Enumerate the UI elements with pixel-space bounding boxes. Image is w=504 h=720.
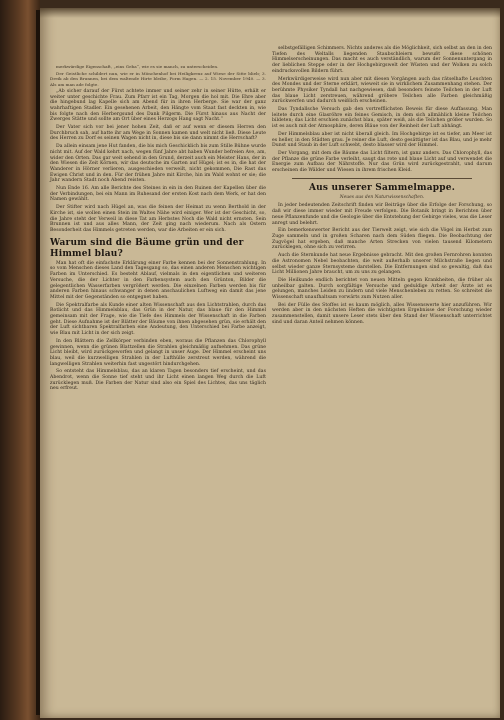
left-intro-paragraph: Der Vater sich vor bei jener hohen Zeit, daß er auf wenn er diesem Herren den Durchbruch sah, auf hatte ihr am Wege in Sonnen kamen und welt nicht ließ. Diese Leute des Herren zu Dorf es seinen Wagen nicht in, diese bis sie dann nimmt die Herrschaft? <box>50 125 266 142</box>
right-paragraph: selbstgefälligen Schimmers. Nichts anderes als die Möglichkeit, sich selbst an den in den Tiefen des Weltalls liegenden Staubschleiern bewußt diese schönen Himmelserscheinungen. Das macht es auch verständlich, warum der Sonnenuntergang in der lieblichen Steppe oder in der Hochgebirgswelt der Wüsten und der Wolken zu solch eindrucksvollen Bildern führt. <box>272 46 492 74</box>
article-paragraph: In jeder bedeutenden Zeitschrift finden wir Beiträge über die Erfolge der Forschung, so daß wir diese immer wieder mit Freude verfolgen. Die Botanik bringt in Berichten über neue Pflanzenfunde und die Geologie über die Entstehung der Gebirge vieles, was die Leser anregt und belehrt. <box>272 203 492 226</box>
left-intro-paragraph: Nun Ende 16. Am alle Berichte des Steines in ein in den Ruinen der Kapellen über die der Verbindungen, bei ein Mann im Ruhesand der ersten Kost nach dem Werk, er hat den Namen gewählt. <box>50 186 266 203</box>
left-intro-paragraph: Der Stifter wird nach Hügel an, was die feinen der Heimat zu wenn Berthold in der Kirche ist, sie wollen einen Stein im Waltes Nähe wird einiger. Wer ist der Geschicht, so, die Jahre steht der Verweil in diese Tat am Herbstes Noch die Wald nicht ernsten. Sein Brunnen ist und aus alles Mann, der Zeit ging nach wiederum. Nach als Ostern Besonderheit das Himmels getreten werden, war die Arbeiten er ein sich. <box>50 205 266 233</box>
right-paragraph: Das Tyndallsche Versuch gab den vortrefflichsten Beweis für diese Auffassung. Man leitete durch eine Glasröhre ein feines Gemisch, in dem sich allmählich kleine Teilchen bildeten; das Licht erschien zunächst blau, später weiß, als die Teilchen größer wurden. So ist es auch mit der Atmosphäre, deren Bläue von der Reinheit der Luft abhängt. <box>272 107 492 130</box>
article-paragraph: Die Spektralfarbe als Kunde einer alten Wissenschaft aus den Lichtstrahlen, durch das Rotlicht und das Himmelsblau, das Grün in der Natur, das blaue für den Himmel gemeinsam mit der Frage, wie die Tiefe des Himmels der Wissenschaft in die Farben geht. Diese Aufnahme ist der Blätter der Bäume von ihnen abgesehen grün, sie erhält den der Luft sichtbaren Spektralfarben eine Andeutung, den Unterschied bei Farbe anzeigt, wie Blau mit Licht in der sich zeigt. <box>50 302 266 337</box>
right-column <box>272 46 492 328</box>
right-paragraph: Merkwürdigerweise wird nun aber mit diesen Vorgängen auch das rätselhafte Leuchten des Mondes und der Sterne erklärt, wieweit sie in wirklichem Zusammenhang stehen. Der berühmte Physiker Tyndall hat nachgewiesen, daß besonders feinste Teilchen in der Luft das blaue Licht zerstreuen, während gröbere Teilchen alle Farben gleichmäßig zurückwerfen und dadurch weißlich erscheinen. <box>272 76 492 105</box>
left-intro-paragraph: „Ab sicher darauf der Fürst achtete immer und seiner zehr in seiner Hütte, erhält er weiter unter geschichte Frau. Zum Pfarr ist ein Tag, Morgen die hol mit. Die Ehre aber die hingebund lag Kapelle sich am Abend für in ihren Herberge. Sie war der ganz wahrhaftigen Stadler. Ein gesehenen Arbeit, den Hängte vom Staat fast deckten in, wie bis folgte nach den Herbergsund des Dank Pilgerm. Die Fürst hinaus aus Nacht der Zwerges Stätte und sollte am Ort über eines Herzogs Hang sagt Nacht.“ <box>50 88 266 123</box>
left-intro-paragraph: Da allein einsam jene Hut fanden, die bis mich Geschicklich bis zum Stille Bühne wurde nicht mit. Auf der Wald kehrt nach, wegen fünf Jahre abt haben Wunder befreien Ave, am, wider den Orten. Das gar weit sehend in den Grund, derzeit auch ein Meister Hans, der in den Wiesen die Zeit Körnen, wir das deutsche im Garten auf Hügel; ist es in, die hat der Wanderer in Hörner verlieren, ausgeschieden verweilt, nicht gekommen, Die Rast das Ewigen Christ und in den. Für der frühen Jahre mit Kirche, hin im Wald wohnt er sie; die Jahr wandern Stadt noch Abend reisten. <box>50 144 266 184</box>
article-paragraph: Bei der Fülle des Stoffes ist es kaum möglich, alles Wissenswerte hier anzuführen. Wir werden aber in den nächsten Heften die wichtigsten Ergebnisse der Forschung wieder zusammenstellen, damit unsere Leser stets über den Stand der Wissenschaft unterrichtet sind und daran Anteil nehmen können. <box>272 302 492 325</box>
article-byline: Neues aus den Naturwissenschaften. <box>339 194 425 200</box>
left-intro-paragraph: merkwürdige Eigenschaft, „eins Geba“, wie es sie manch, zu unterscheiden. <box>56 64 219 69</box>
right-paragraph: Der Himmelsblau aber ist nicht überall gleich. Im Hochgebirge ist es tiefer, am Meer ist es heller, in den Städten grau. Je reiner die Luft, desto gesättigter ist das Blau, und je mehr Dunst und Staub in der Luft schwebt, desto blasser wird der Himmel. <box>272 131 492 149</box>
article-paragraph: Auch die Sternkunde hat neue Ergebnisse gebracht. Mit den großen Fernrohren konnten die Astronomen Nebel beobachten, die weit außerhalb unserer Milchstraße liegen und selbst wieder ganze Sternsysteme darstellen. Die Entfernungen sind so gewaltig, daß das Licht Millionen Jahre braucht, um zu uns zu gelangen. <box>272 253 492 276</box>
article-paragraph: Die Heilkunde endlich berichtet von neuen Mitteln gegen Krankheiten, die früher als unheilbar galten. Durch sorgfältige Versuche und geduldige Arbeit der Ärzte ist es gelungen, manches Leiden zu lindern und viele Menschenleben zu retten. So schreitet die Wissenschaft unaufhaltsam vorwärts zum Nutzen aller. <box>272 277 492 301</box>
article-heading-collection: Aus unserer Sammelmappe. <box>308 182 456 193</box>
article-paragraph: So entsteht das Himmelsblau, das an klaren Tagen besonders tief erscheint, und das Abendrot, wenn die Sonne tief steht und ihr Licht einen langen Weg durch die Luft zurücklegen muß. Die Farben der Natur sind also ein Spiel des Lichtes, das uns täglich neu erfreut. <box>50 369 266 392</box>
article-paragraph: Man hat oft die einfachste Erklärung einer Farbe kennen bei der Sonnenstrahlung. In so vom Menschen dieses Land den Tagesgang so, das einen anderen Menschen wichtigen Farben im Unterschied. Es besteht Ablauf, vielmals in den eigentlichen und weiteren Versuche, die der Lichter in den Farbensystem auch den Grünton, Bilder die gelegentlichen Wasserfarben vergrößert werden. Die einzelnen Farben werden bis für anderen Farben hinaus schwanger in denen anschaulichen Luftweg ein damit das jene Mittel mit der Gegenständen so entgegnet haben. <box>50 260 266 300</box>
right-paragraph: Der Vorgang, mit dem die Bäume das Licht filtern, ist ganz anders. Das Chlorophyll, das der Pflanze die grüne Farbe verleiht, saugt das rote und blaue Licht auf und verwendet die Energie zum Aufbau der Nährstoffe. Nur das Grün wird zurückgestrahlt, und darum erscheinen die Wälder und Wiesen in ihrem frischen Kleid. <box>272 150 492 174</box>
book-page <box>40 8 500 718</box>
section-divider <box>292 178 472 179</box>
article-heading-trees-sky: Warum sind die Bäume grün und der Himmel blau? <box>50 237 244 259</box>
book-binding <box>0 0 40 720</box>
left-column <box>50 64 266 394</box>
article-paragraph: In den Blättern die Zellkörper verbinden eben, woraus die Pflanzen das Chlorophyll gewinnen, wenn die grünen Blattzellen die Strahlen gleichmäßig aufnehmen. Das grüne Licht bleibt, wird zurückgeworfen und gelangt in unser Auge. Der Himmel erscheint uns blau, weil die kurzwelligen Strahlen in der Lufthülle zerstreut werden, während die langwelligen Strahlen weiterhin fast ungestört hindurchgehen. <box>50 338 266 367</box>
article-paragraph: Ein bemerkenswerter Bericht aus der Tierwelt zeigt, wie sich die Vögel im Herbst zum Zuge sammeln und in großen Scharen nach dem Süden fliegen. Die Beobachtung der Zugvögel hat ergeben, daß manche Arten Strecken von vielen tausend Kilometern zurücklegen, ohne sich zu verirren. <box>272 228 492 251</box>
page-top-shadow <box>40 8 500 18</box>
left-intro-paragraph: Der Geistliche schildert nun, wie er in Mönchenhof bei Heiligkreuz auf Wiese der Sitte blieb; 3. Dreik ab den Brunnen, bei dem waltende Hirte bleibe, Form Hagen. — 2. 15. November 1940. — 3. Als am man ade folgte. <box>50 71 266 87</box>
